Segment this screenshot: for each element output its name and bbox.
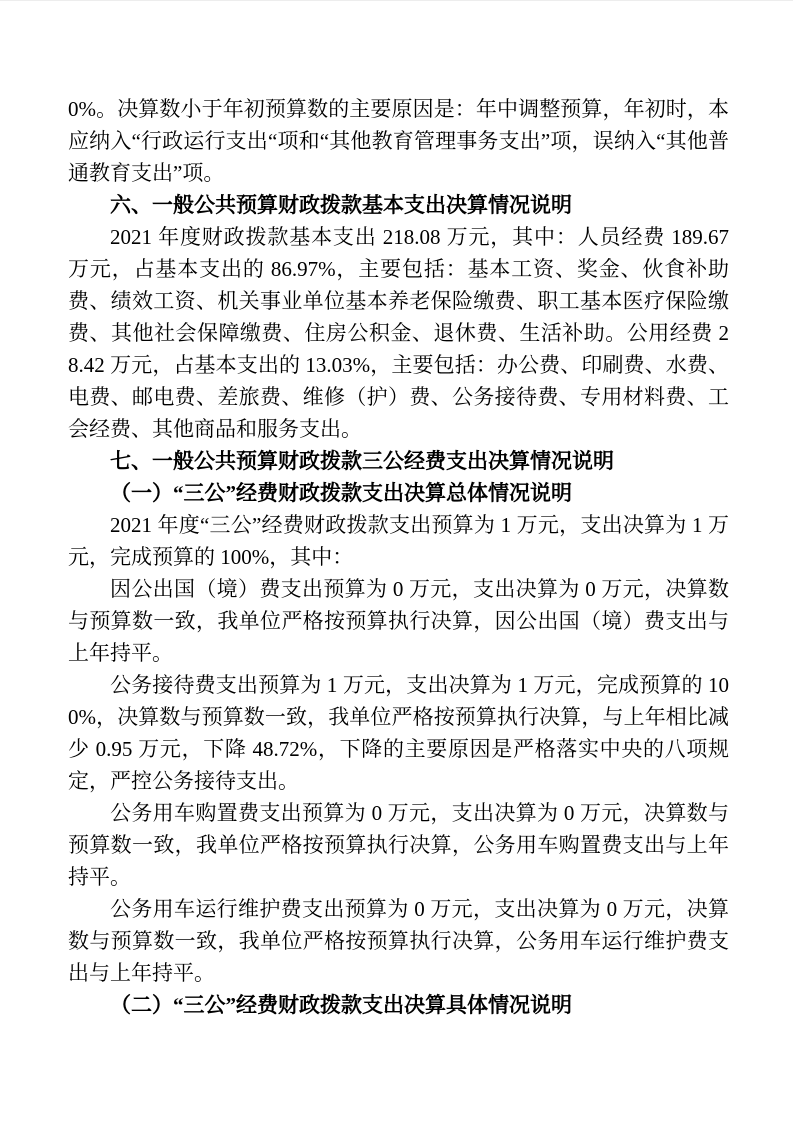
paragraph-overseas-travel-expense: 因公出国（境）费支出预算为 0 万元，支出决算为 0 万元，决算数与预算数一致，我单位严格按预算执行决算，因公出国（境）费支出与上年持平。 xyxy=(68,577,729,665)
paragraph-three-public-funds-total: 2021 年度“三公”经费财政拨款支出预算为 1 万元，支出决算为 1 万元，完成预算的 100%，其中： xyxy=(68,513,729,569)
paragraph-budget-variance-reason: 0%。决算数小于年初预算数的主要原因是：年中调整预算，年初时，本应纳入“行政运行支出“项和“其他教育管理事务支出”项，误纳入“其他普通教育支出”项。 xyxy=(68,97,729,185)
paragraph-vehicle-purchase-expense: 公务用车购置费支出预算为 0 万元，支出决算为 0 万元，决算数与预算数一致，我单位严格按预算执行决算，公务用车购置费支出与上年持平。 xyxy=(68,801,729,889)
heading-subsection-two-specific-situation: （二）“三公”经费财政拨款支出决算具体情况说明 xyxy=(110,993,572,1017)
paragraph-vehicle-maintenance-expense: 公务用车运行维护费支出预算为 0 万元，支出决算为 0 万元，决算数与预算数一致，我单位严格按预算执行决算，公务用车运行维护费支出与上年持平。 xyxy=(68,897,729,985)
paragraph-basic-expenditure-detail: 2021 年度财政拨款基本支出 218.08 万元，其中：人员经费 189.67 万元，占基本支出的 86.97%，主要包括：基本工资、奖金、伙食补助费、绩效工资、机关事业单位基本养老保险缴费、职工基本医疗保险缴费、其他社会保障缴费、住房公积金、退休费、生活补助。公用经费 28.42 万元，占基本支出的 13.03%，主要包括：办公费、印刷费、水费、电费、邮电费、差旅费、维修（护）费、公务接待费、专用材料费、工会经费、其他商品和服务支出。 xyxy=(68,225,729,441)
heading-subsection-one-overall-situation: （一）“三公”经费财政拨款支出决算总体情况说明 xyxy=(110,481,572,505)
heading-section-seven-three-public-funds: 七、一般公共预算财政拨款三公经费支出决算情况说明 xyxy=(110,449,614,473)
heading-section-six-basic-expenditure: 六、一般公共预算财政拨款基本支出决算情况说明 xyxy=(110,193,572,217)
paragraph-official-reception-expense: 公务接待费支出预算为 1 万元，支出决算为 1 万元，完成预算的 100%，决算数与预算数一致，我单位严格按预算执行决算，与上年相比减少 0.95 万元，下降 48.72%，下降的主要原因是严格落实中央的八项规定，严控公务接待支出。 xyxy=(68,673,729,793)
